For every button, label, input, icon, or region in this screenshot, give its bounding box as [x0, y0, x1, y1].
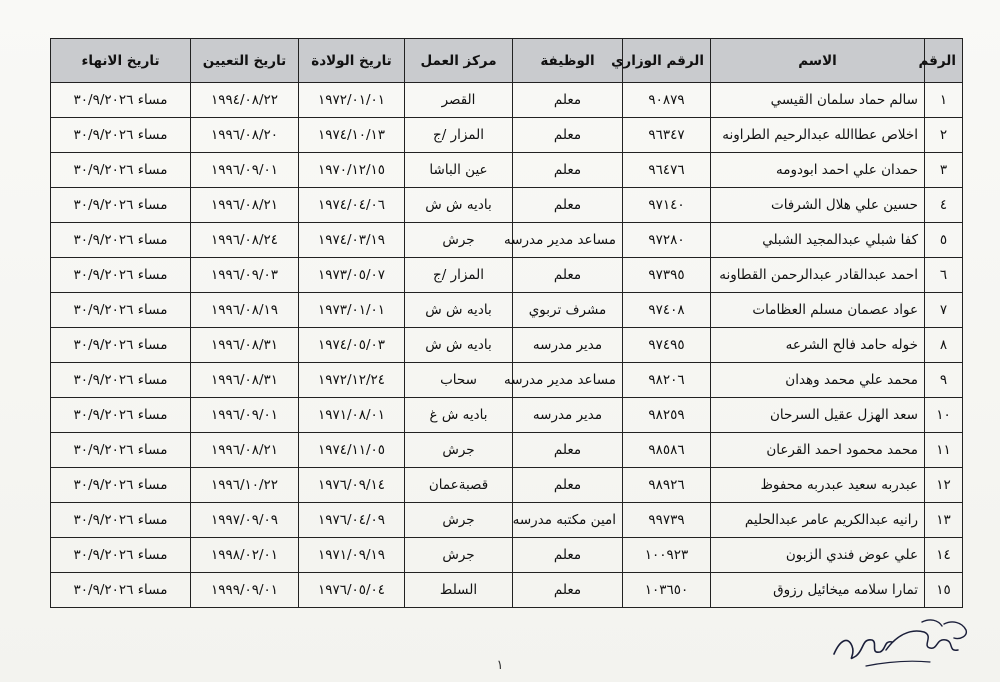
- cell-end-date: مساء ٣٠/٩/٢٠٢٦: [51, 223, 191, 258]
- cell-work-center: جرش: [405, 538, 513, 573]
- cell-birth-date: ١٩٧٤/١٠/١٣: [299, 118, 405, 153]
- table-row: [51, 328, 963, 363]
- cell-birth-date: ١٩٧٦/٠٤/٠٩: [299, 503, 405, 538]
- cell-name: تمارا سلامه ميخائيل رزوق: [711, 573, 925, 608]
- cell-end-date: مساء ٣٠/٩/٢٠٢٦: [51, 83, 191, 118]
- cell-ministry-no: ٩٨٢٥٩: [623, 398, 711, 433]
- cell-job: معلم: [513, 83, 623, 118]
- cell-num: ١٤: [925, 538, 963, 573]
- table-row: [51, 433, 963, 468]
- cell-num: ٨: [925, 328, 963, 363]
- cell-work-center: باديه ش ش: [405, 293, 513, 328]
- table-row: [51, 83, 963, 118]
- cell-birth-date: ١٩٧١/٠٨/٠١: [299, 398, 405, 433]
- cell-ministry-no: ٩٨٢٠٦: [623, 363, 711, 398]
- cell-birth-date: ١٩٧٣/٠٥/٠٧: [299, 258, 405, 293]
- cell-job: معلم: [513, 258, 623, 293]
- cell-name: خوله حامد فالح الشرعه: [711, 328, 925, 363]
- cell-ministry-no: ١٠٠٩٢٣: [623, 538, 711, 573]
- cell-appointment-date: ١٩٩٦/٠٨/٣١: [191, 363, 299, 398]
- cell-ministry-no: ٩٨٥٨٦: [623, 433, 711, 468]
- cell-name: علي عوض فندي الزبون: [711, 538, 925, 573]
- cell-ministry-no: ٩٧٣٩٥: [623, 258, 711, 293]
- cell-work-center: جرش: [405, 223, 513, 258]
- cell-name: احمد عبدالقادر عبدالرحمن القطاونه: [711, 258, 925, 293]
- cell-birth-date: ١٩٧٦/٠٩/١٤: [299, 468, 405, 503]
- cell-name: محمد علي محمد وهدان: [711, 363, 925, 398]
- cell-birth-date: ١٩٧١/٠٩/١٩: [299, 538, 405, 573]
- header-ministry-no: الرقم الوزاري: [623, 39, 711, 83]
- table-row: [51, 538, 963, 573]
- cell-num: ٧: [925, 293, 963, 328]
- cell-num: ٢: [925, 118, 963, 153]
- cell-job: معلم: [513, 153, 623, 188]
- header-job: الوظيفة: [513, 39, 623, 83]
- cell-birth-date: ١٩٧٦/٠٥/٠٤: [299, 573, 405, 608]
- cell-end-date: مساء ٣٠/٩/٢٠٢٦: [51, 503, 191, 538]
- cell-end-date: مساء ٣٠/٩/٢٠٢٦: [51, 258, 191, 293]
- cell-ministry-no: ٩٧٤٠٨: [623, 293, 711, 328]
- cell-name: سالم حماد سلمان القيسي: [711, 83, 925, 118]
- cell-name: سعد الهزل عقيل السرحان: [711, 398, 925, 433]
- table-row: [51, 223, 963, 258]
- cell-num: ١٠: [925, 398, 963, 433]
- table-row: [51, 258, 963, 293]
- cell-work-center: السلط: [405, 573, 513, 608]
- header-work-center: مركز العمل: [405, 39, 513, 83]
- cell-num: ٥: [925, 223, 963, 258]
- cell-work-center: سحاب: [405, 363, 513, 398]
- cell-appointment-date: ١٩٩٦/٠٨/٢٤: [191, 223, 299, 258]
- header-appointment-date: تاريخ التعيين: [191, 39, 299, 83]
- header-name: الاسم: [711, 39, 925, 83]
- cell-end-date: مساء ٣٠/٩/٢٠٢٦: [51, 538, 191, 573]
- cell-birth-date: ١٩٧٢/٠١/٠١: [299, 83, 405, 118]
- table-body: [51, 83, 963, 608]
- cell-appointment-date: ١٩٩٦/٠٨/١٩: [191, 293, 299, 328]
- header-birth-date: تاريخ الولادة: [299, 39, 405, 83]
- cell-job: معلم: [513, 538, 623, 573]
- cell-end-date: مساء ٣٠/٩/٢٠٢٦: [51, 118, 191, 153]
- cell-appointment-date: ١٩٩٦/٠٨/٢١: [191, 188, 299, 223]
- cell-birth-date: ١٩٧٤/٠٤/٠٦: [299, 188, 405, 223]
- cell-job: امين مكتبه مدرسه: [513, 503, 623, 538]
- cell-end-date: مساء ٣٠/٩/٢٠٢٦: [51, 153, 191, 188]
- cell-job: مدير مدرسه: [513, 328, 623, 363]
- cell-end-date: مساء ٣٠/٩/٢٠٢٦: [51, 398, 191, 433]
- cell-appointment-date: ١٩٩٧/٠٩/٠٩: [191, 503, 299, 538]
- cell-job: مساعد مدير مدرسه: [513, 363, 623, 398]
- cell-num: ١٣: [925, 503, 963, 538]
- cell-appointment-date: ١٩٩٦/١٠/٢٢: [191, 468, 299, 503]
- cell-work-center: باديه ش ش: [405, 188, 513, 223]
- cell-birth-date: ١٩٧٠/١٢/١٥: [299, 153, 405, 188]
- cell-ministry-no: ٩٠٨٧٩: [623, 83, 711, 118]
- cell-num: ١١: [925, 433, 963, 468]
- cell-birth-date: ١٩٧٤/٠٣/١٩: [299, 223, 405, 258]
- cell-ministry-no: ١٠٣٦٥٠: [623, 573, 711, 608]
- cell-ministry-no: ٩٧٢٨٠: [623, 223, 711, 258]
- table-row: [51, 118, 963, 153]
- cell-name: رانيه عبدالكريم عامر عبدالحليم: [711, 503, 925, 538]
- cell-name: حسين علي هلال الشرفات: [711, 188, 925, 223]
- cell-job: معلم: [513, 118, 623, 153]
- cell-end-date: مساء ٣٠/٩/٢٠٢٦: [51, 328, 191, 363]
- cell-birth-date: ١٩٧٢/١٢/٢٤: [299, 363, 405, 398]
- cell-num: ٣: [925, 153, 963, 188]
- cell-appointment-date: ١٩٩٦/٠٨/٢١: [191, 433, 299, 468]
- table-row: [51, 188, 963, 223]
- table-row: [51, 293, 963, 328]
- cell-job: مساعد مدير مدرسه: [513, 223, 623, 258]
- table-row: [51, 468, 963, 503]
- cell-ministry-no: ٩٦٣٤٧: [623, 118, 711, 153]
- cell-num: ٤: [925, 188, 963, 223]
- employees-table: [50, 38, 963, 608]
- cell-job: مشرف تربوي: [513, 293, 623, 328]
- cell-num: ١: [925, 83, 963, 118]
- cell-job: معلم: [513, 433, 623, 468]
- cell-birth-date: ١٩٧٤/١١/٠٥: [299, 433, 405, 468]
- cell-ministry-no: ٩٧١٤٠: [623, 188, 711, 223]
- cell-ministry-no: ٩٨٩٢٦: [623, 468, 711, 503]
- cell-work-center: جرش: [405, 503, 513, 538]
- table-row: [51, 503, 963, 538]
- cell-appointment-date: ١٩٩٤/٠٨/٢٢: [191, 83, 299, 118]
- cell-ministry-no: ٩٩٧٣٩: [623, 503, 711, 538]
- cell-name: محمد محمود احمد القرعان: [711, 433, 925, 468]
- cell-appointment-date: ١٩٩٦/٠٨/٢٠: [191, 118, 299, 153]
- cell-num: ١٢: [925, 468, 963, 503]
- cell-name: اخلاص عطاالله عبدالرحيم الطراونه: [711, 118, 925, 153]
- cell-appointment-date: ١٩٩٦/٠٩/٠١: [191, 153, 299, 188]
- cell-job: معلم: [513, 573, 623, 608]
- cell-end-date: مساء ٣٠/٩/٢٠٢٦: [51, 433, 191, 468]
- cell-appointment-date: ١٩٩٦/٠٩/٠١: [191, 398, 299, 433]
- table-row: [51, 398, 963, 433]
- cell-work-center: باديه ش غ: [405, 398, 513, 433]
- cell-appointment-date: ١٩٩٦/٠٨/٣١: [191, 328, 299, 363]
- cell-work-center: جرش: [405, 433, 513, 468]
- cell-num: ٦: [925, 258, 963, 293]
- cell-appointment-date: ١٩٩٦/٠٩/٠٣: [191, 258, 299, 293]
- cell-ministry-no: ٩٧٤٩٥: [623, 328, 711, 363]
- cell-appointment-date: ١٩٩٩/٠٩/٠١: [191, 573, 299, 608]
- cell-work-center: قصبةعمان: [405, 468, 513, 503]
- cell-job: معلم: [513, 188, 623, 223]
- cell-job: مدير مدرسه: [513, 398, 623, 433]
- cell-work-center: عين الباشا: [405, 153, 513, 188]
- header-num: الرقم: [925, 39, 963, 83]
- cell-birth-date: ١٩٧٤/٠٥/٠٣: [299, 328, 405, 363]
- cell-work-center: القصر: [405, 83, 513, 118]
- cell-ministry-no: ٩٦٤٧٦: [623, 153, 711, 188]
- cell-work-center: باديه ش ش: [405, 328, 513, 363]
- table-row: [51, 153, 963, 188]
- cell-appointment-date: ١٩٩٨/٠٢/٠١: [191, 538, 299, 573]
- table-row: [51, 573, 963, 608]
- cell-end-date: مساء ٣٠/٩/٢٠٢٦: [51, 573, 191, 608]
- cell-work-center: المزار /ج: [405, 258, 513, 293]
- cell-name: كفا شبلي عبدالمجيد الشبلي: [711, 223, 925, 258]
- cell-birth-date: ١٩٧٣/٠١/٠١: [299, 293, 405, 328]
- cell-name: عبدربه سعيد عبدربه محفوظ: [711, 468, 925, 503]
- cell-end-date: مساء ٣٠/٩/٢٠٢٦: [51, 363, 191, 398]
- cell-name: عواد عصمان مسلم العظامات: [711, 293, 925, 328]
- cell-end-date: مساء ٣٠/٩/٢٠٢٦: [51, 468, 191, 503]
- cell-name: حمدان علي احمد ابودومه: [711, 153, 925, 188]
- cell-num: ٩: [925, 363, 963, 398]
- cell-job: معلم: [513, 468, 623, 503]
- cell-end-date: مساء ٣٠/٩/٢٠٢٦: [51, 188, 191, 223]
- page-number: ١: [496, 658, 504, 673]
- cell-work-center: المزار /ج: [405, 118, 513, 153]
- table-header-row: [51, 39, 963, 83]
- cell-end-date: مساء ٣٠/٩/٢٠٢٦: [51, 293, 191, 328]
- table-row: [51, 363, 963, 398]
- header-end-date: تاريخ الانهاء: [51, 39, 191, 83]
- cell-num: ١٥: [925, 573, 963, 608]
